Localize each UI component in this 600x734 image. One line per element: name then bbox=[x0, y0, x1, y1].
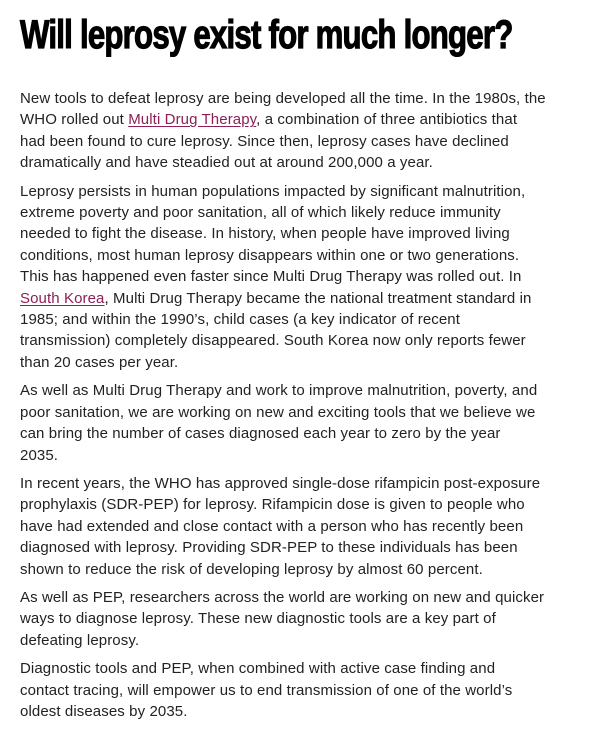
article-body bbox=[20, 88, 582, 722]
text-segment: contact tracing, will empower us to end transmission of one of the world’s bbox=[20, 681, 513, 699]
paragraph bbox=[20, 587, 582, 651]
text-line bbox=[20, 152, 582, 173]
text-line bbox=[20, 658, 582, 679]
text-segment: In recent years, the WHO has approved single-dose rifampicin post-exposure bbox=[20, 474, 541, 492]
text-line bbox=[20, 680, 582, 701]
text-segment: defeating leprosy. bbox=[20, 631, 140, 649]
text-segment: This has happened even faster since Multi Drug Therapy was rolled out. In bbox=[20, 268, 522, 286]
paragraph bbox=[20, 473, 582, 580]
text-line bbox=[20, 423, 582, 444]
text-segment: As well as Multi Drug Therapy and work to improve malnutrition, poverty, and bbox=[20, 382, 538, 400]
text-line bbox=[20, 559, 582, 580]
text-segment: had been found to cure leprosy. Since then, leprosy cases have declined bbox=[20, 132, 509, 150]
text-line bbox=[20, 245, 582, 266]
text-segment: Leprosy persists in human populations impacted by significant malnutrition, bbox=[20, 182, 526, 200]
text-segment: WHO rolled out bbox=[20, 111, 129, 129]
text-segment: , Multi Drug Therapy became the national treatment standard in bbox=[104, 289, 532, 307]
text-segment: oldest diseases by 2035. bbox=[20, 702, 188, 720]
text-segment: 1985; and within the 1990’s, child cases (a key indicator of recent bbox=[20, 311, 461, 329]
text-segment: diagnosed with leprosy. Providing SDR-PEP to these individuals has been bbox=[20, 539, 518, 557]
text-line bbox=[20, 288, 582, 309]
text-segment: than 20 cases per year. bbox=[20, 353, 179, 371]
text-segment: ways to diagnose leprosy. These new diagnostic tools are a key part of bbox=[20, 610, 496, 628]
south-korea-link[interactable]: South Korea bbox=[20, 289, 105, 307]
text-segment: have had extended and close contact with a person who has recently been bbox=[20, 517, 524, 535]
text-line bbox=[20, 494, 582, 515]
text-line bbox=[20, 202, 582, 223]
text-line bbox=[20, 587, 582, 608]
text-line bbox=[20, 131, 582, 152]
text-segment: As well as PEP, researchers across the world are working on new and quicker bbox=[20, 588, 545, 606]
text-line bbox=[20, 701, 582, 722]
paragraph bbox=[20, 658, 582, 722]
text-segment: , a combination of three antibiotics that bbox=[256, 111, 518, 129]
text-line bbox=[20, 473, 582, 494]
text-line bbox=[20, 88, 582, 109]
paragraph bbox=[20, 380, 582, 466]
paragraph bbox=[20, 88, 582, 174]
text-segment: transmission) completely disappeared. South Korea now only reports fewer bbox=[20, 332, 526, 350]
paragraph bbox=[20, 181, 582, 374]
text-segment: poor sanitation, we are working on new and exciting tools that we believe we bbox=[20, 403, 536, 421]
text-line bbox=[20, 181, 582, 202]
text-segment: can bring the number of cases diagnosed each year to zero by the year bbox=[20, 425, 501, 443]
text-segment: needed to fight the disease. In history, when people have improved living bbox=[20, 225, 510, 243]
text-line bbox=[20, 309, 582, 330]
text-segment: extreme poverty and poor sanitation, all of which likely reduce immunity bbox=[20, 204, 501, 222]
text-segment: 2035. bbox=[20, 446, 59, 464]
text-line bbox=[20, 109, 582, 130]
text-line bbox=[20, 402, 582, 423]
page-title: Will leprosy exist for much longer? bbox=[20, 13, 513, 57]
multi-drug-therapy-link[interactable]: Multi Drug Therapy bbox=[128, 111, 257, 129]
text-segment: Diagnostic tools and PEP, when combined with active case finding and bbox=[20, 660, 496, 678]
text-line bbox=[20, 516, 582, 537]
article-page bbox=[0, 12, 600, 734]
text-line bbox=[20, 352, 582, 373]
text-segment: prophylaxis (SDR-PEP) for leprosy. Rifampicin dose is given to people who bbox=[20, 496, 525, 514]
text-line bbox=[20, 445, 582, 466]
text-line bbox=[20, 380, 582, 401]
text-line bbox=[20, 266, 582, 287]
text-line bbox=[20, 330, 582, 351]
text-segment: shown to reduce the risk of developing leprosy by almost 60 percent. bbox=[20, 560, 483, 578]
text-segment: dramatically and have steadied out at around 200,000 a year. bbox=[20, 154, 433, 172]
text-line bbox=[20, 608, 582, 629]
text-line bbox=[20, 537, 582, 558]
text-segment: conditions, most human leprosy disappears within one or two generations. bbox=[20, 246, 520, 264]
text-line bbox=[20, 630, 582, 651]
text-line bbox=[20, 223, 582, 244]
text-segment: New tools to defeat leprosy are being developed all the time. In the 1980s, the bbox=[20, 90, 546, 107]
